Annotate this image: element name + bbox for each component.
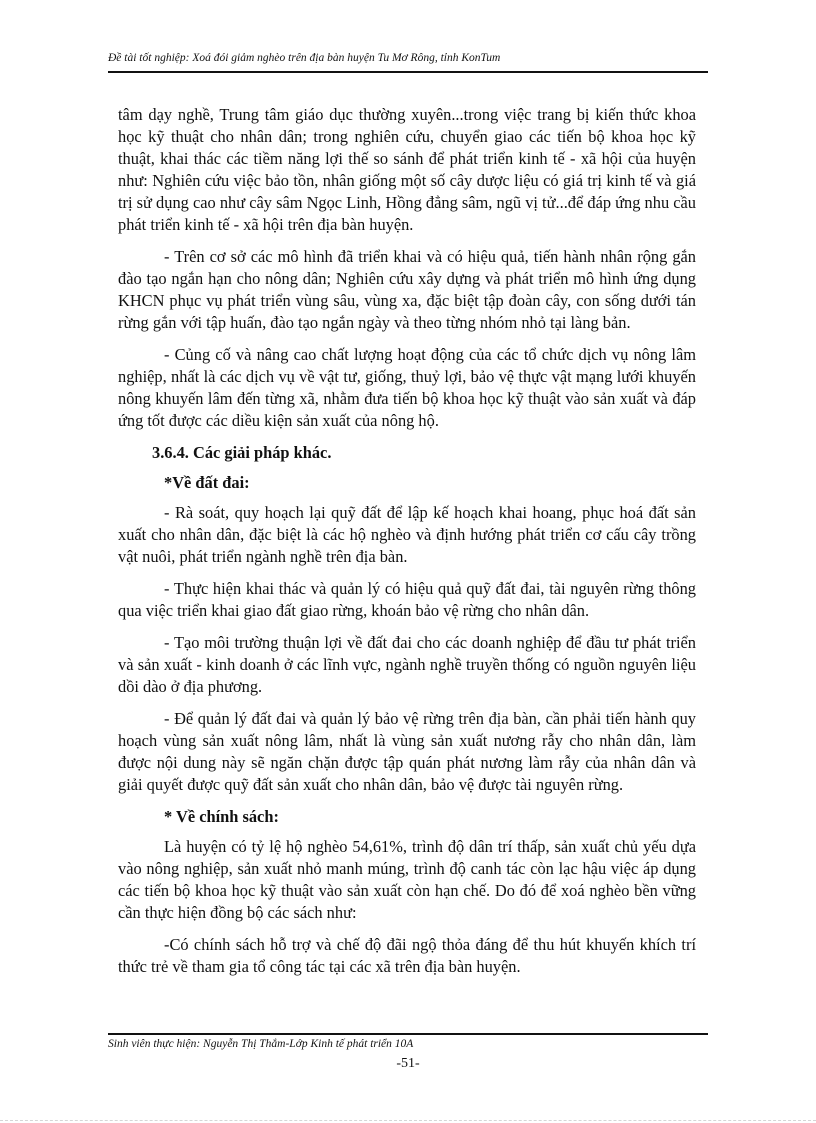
paragraph-policy-intro: Là huyện có tỷ lệ hộ nghèo 54,61%, trình độ dân trí thấp, sản xuất chủ yếu dựa vào nông nghiệp, sản xuất nhỏ manh múng, trình độ canh tác còn lạc hậu việc áp dụng các tiến bộ khoa học kỹ thuật vào sản xuất còn hạn chế. Do đó để xoá nghèo bền vững cần thực hiện đồng bộ các sách như: — [118, 837, 696, 922]
paragraph-models: - Trên cơ sở các mô hình đã triển khai và có hiệu quả, tiến hành nhân rộng gắn đào tạo ngắn hạn cho nông dân; Nghiên cứu xây dựng và phát triển mô hình ứng dụng KHCN phục vụ phát triển vùng sâu, vùng xa, đặc biệt tập đoàn cây, con sống dưới tán rừng gắn với tập huấn, đào tạo ngắn ngày và theo từng nhóm nhỏ tại làng bản. — [118, 247, 696, 332]
paragraph-policy-support: -Có chính sách hỗ trợ và chế độ đãi ngộ thỏa đáng để thu hút khuyến khích trí thức trẻ về tham gia tổ công tác tại các xã trên địa bàn huyện. — [118, 935, 696, 976]
running-footer: Sinh viên thực hiện: Nguyễn Thị Thắm-Lớp Kinh tế phát triển 10A — [108, 1038, 414, 1050]
paragraph-land-exploit: - Thực hiện khai thác và quản lý có hiệu quả quỹ đất đai, tài nguyên rừng thông qua việc triển khai giao đất giao rừng, khoán bảo vệ rừng cho nhân dân. — [118, 579, 696, 620]
header-rule — [108, 71, 708, 73]
paragraph-continuation: tâm dạy nghề, Trung tâm giáo dục thường xuyên...trong việc trang bị kiến thức khoa học kỹ thuật cho nhân dân; trong nghiên cứu, chuyển giao các tiến bộ khoa học kỹ thuật, khai thác các tiềm năng lợi thế so sánh để phát triển kinh tế - xã hội của huyện như: Nghiên cứu việc bảo tồn, nhân giống một số cây dược liệu có giá trị kinh tế và giá trị sử dụng cao như cây sâm Ngọc Linh, Hồng đẳng sâm, ngũ vị tử...để đáp ứng nhu cầu phát triển kinh tế - xã hội trên địa bàn huyện. — [118, 105, 696, 234]
running-header: Đề tài tốt nghiệp: Xoá đói giảm nghèo trên địa bàn huyện Tu Mơ Rông, tỉnh KonTum — [108, 52, 501, 64]
page-number: -51- — [396, 1056, 420, 1071]
subheading-land: *Về đất đai: — [164, 473, 250, 492]
page-edge-divider — [0, 1120, 816, 1121]
paragraph-services: - Củng cố và nâng cao chất lượng hoạt động của các tổ chức dịch vụ nông lâm nghiệp, nhất là các dịch vụ về vật tư, giống, thuỷ lợi, bảo vệ thực vật mạng lưới khuyến nông khuyến lâm đến từng xã, nhằm đưa tiến bộ khoa học kỹ thuật vào sản xuất và đáp ứng tốt được các diều kiện sản xuất của nông hộ. — [118, 345, 696, 430]
section-heading: 3.6.4. Các giải pháp khác. — [152, 443, 332, 462]
document-body — [118, 104, 696, 988]
paragraph-land-review: - Rà soát, quy hoạch lại quỹ đất để lập kế hoạch khai hoang, phục hoá đất sản xuất cho nhân dân, đặc biệt là các hộ nghèo và định hướng phát triển cơ cấu cây trồng vật nuôi, phát triển ngành nghề trên địa bàn. — [118, 503, 696, 566]
paragraph-land-environment: - Tạo môi trường thuận lợi về đất đai cho các doanh nghiệp để đầu tư phát triển và sản xuất - kinh doanh ở các lĩnh vực, ngành nghề truyền thống có nguồn nguyên liệu dồi dào ở địa phương. — [118, 633, 696, 696]
paragraph-land-management: - Để quản lý đất đai và quản lý bảo vệ rừng trên địa bàn, cần phải tiến hành quy hoạch vùng sản xuất nông lâm, nhất là vùng sản xuất nương rẫy cho nhân dân, làm được nội dung này sẽ ngăn chặn được tập quán phát nương làm rẫy của nhân dân và giải quyết được quỹ đất sản xuất cho nhân dân, bảo vệ được tài nguyên rừng. — [118, 709, 696, 794]
footer-rule — [108, 1033, 708, 1035]
subheading-policy: * Về chính sách: — [164, 807, 279, 826]
